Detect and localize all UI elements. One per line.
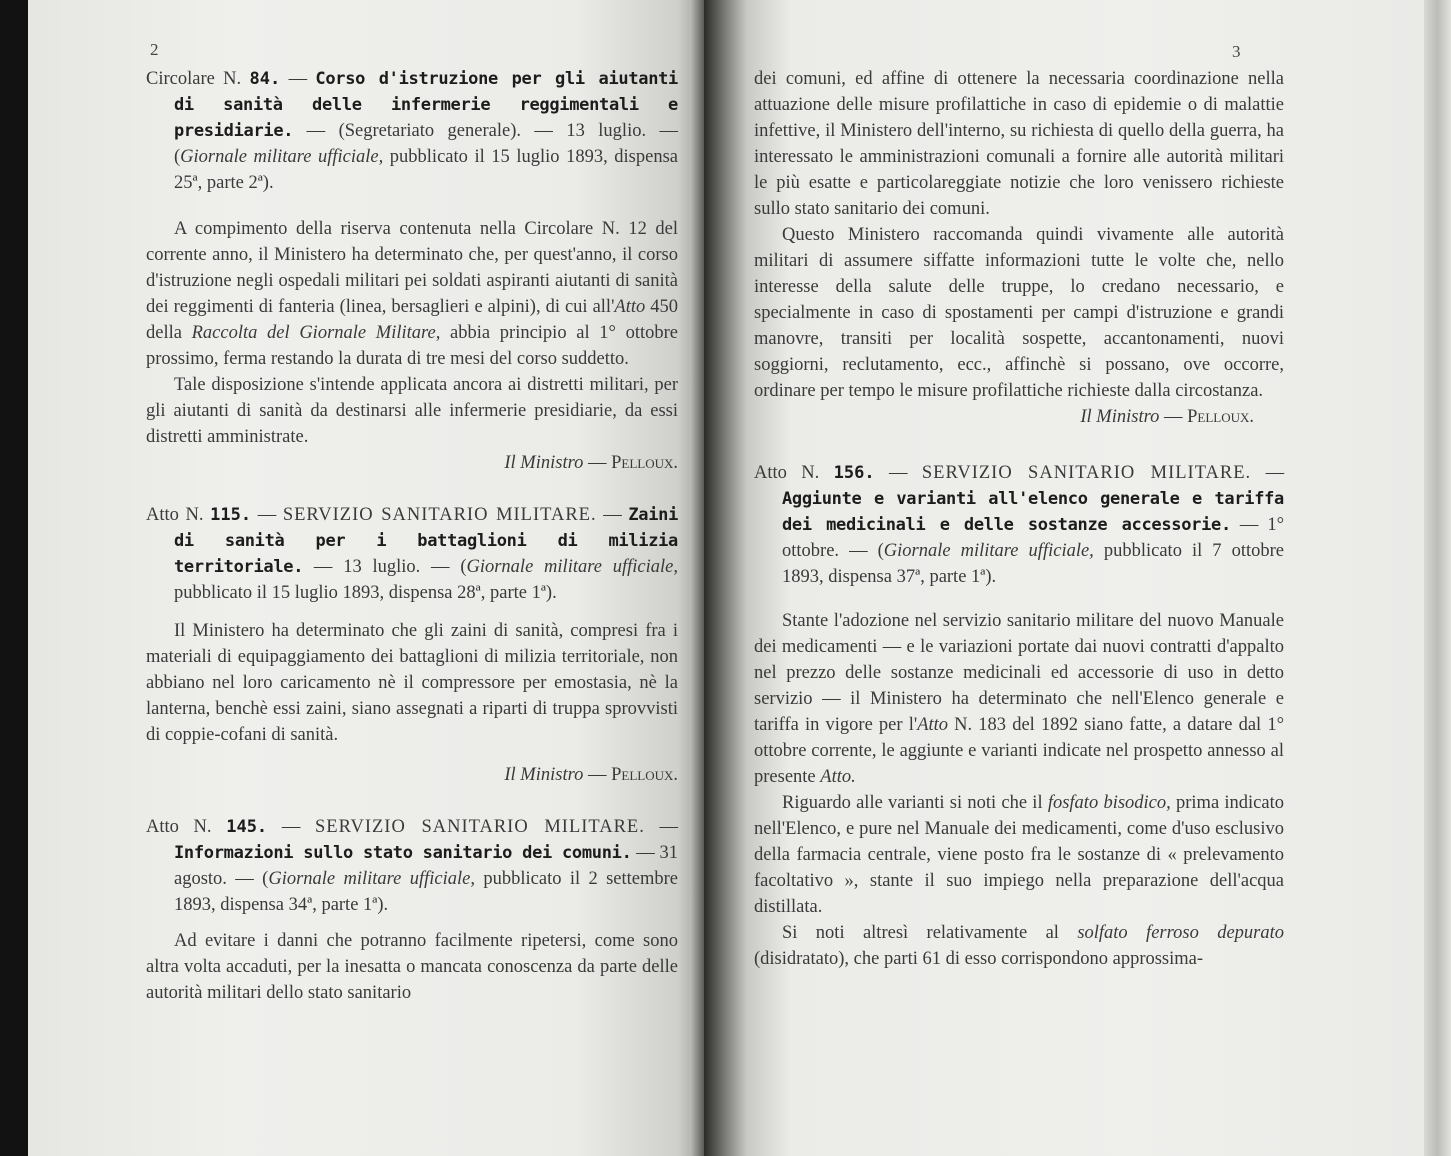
signature-title: Il Ministro bbox=[504, 453, 584, 473]
entry-heading: SERVIZIO SANITARIO MILITARE. bbox=[282, 505, 597, 525]
signature bbox=[754, 404, 1284, 430]
spacer bbox=[754, 590, 1284, 608]
paragraph-text: Stante l'adozione nel servizio sanitario militare del nuovo Manuale dei medicamenti — e le variazioni portate dai nuovi contratti d'appalto nel prezzo delle sostanze medicinali ed accessorie di uso in detto servizio — il Ministero ha determinato che nell'Elenco generale e tariffa in vigore per l' bbox=[754, 611, 1284, 735]
page-number-left: 2 bbox=[150, 40, 159, 59]
entry-number: 84. bbox=[249, 69, 281, 89]
entry-source-rest: pubblicato il 15 luglio 1893, dispensa 25ª, parte 2ª). bbox=[174, 147, 678, 193]
signature-name: Pelloux. bbox=[611, 453, 678, 473]
entry-156-header bbox=[754, 460, 1284, 590]
entry-84-para2: Tale disposizione s'intende applicata ancora ai distretti militari, per gli aiutanti di sanità da destinarsi alle infermerie presidiarie, da essi distretti amministrate. bbox=[146, 375, 678, 447]
left-page bbox=[28, 0, 712, 1156]
dash: — bbox=[587, 765, 607, 785]
entry-156-para1 bbox=[754, 608, 1284, 790]
entry-title: Zaini di sanità per i battaglioni di milizia territoriale. bbox=[174, 505, 679, 577]
signature bbox=[146, 450, 678, 476]
dash: — bbox=[1265, 463, 1285, 483]
entry-84-para1 bbox=[146, 216, 678, 372]
dash: — bbox=[603, 505, 622, 525]
paragraph-text: N. 183 del 1892 siano fatte, a datare dal 1° ottobre corrente, le aggiunte e varianti indicate nel prospetto annesso al presente bbox=[754, 715, 1284, 787]
paragraph-2: Questo Ministero raccomanda quindi vivamente alle autorità militari di assumere siffatte informazioni tutte le volte che, nello interesse della salute delle truppe, lo credano necessario, e specialmente in caso di spostamenti per campi d'istruzione e grandi manovre, transiti per località sospette, accantonamenti, nuovi soggiorni, reclutamento, ecc., affinchè si possano, ove occorre, ordinare per tempo le misure profilattiche richieste dalla circostanza. bbox=[754, 225, 1284, 401]
italic-term: fosfato bisodico, bbox=[1047, 793, 1171, 813]
entry-145-header bbox=[146, 814, 678, 918]
entry-source-rest: pubblicato il 15 luglio 1893, dispensa 28ª, parte 1ª). bbox=[174, 583, 557, 603]
entry-115-header bbox=[146, 502, 678, 606]
spacer bbox=[146, 918, 678, 928]
paragraph-text: abbia principio al 1° ottobre prossimo, ferma restando la durata di tre mesi del corso suddetto. bbox=[146, 323, 678, 369]
entry-title: Corso d'istruzione per gli aiutanti di sanità delle infermerie reggimentali e presidiarie. bbox=[174, 69, 678, 141]
paragraph-text: Riguardo alle varianti si noti che il bbox=[782, 793, 1048, 813]
journal-name: Giornale militare ufficiale, bbox=[466, 557, 678, 577]
entry-115-para1: Il Ministero ha determinato che gli zaini di sanità, compresi fra i materiali di equipaggiamento dei battaglioni di milizia territoriale, non abbiano nel loro caricamento nè il compressore per emostasia, nè la lanterna, benchè essi zaini, siano assegnati a riparti di truppa sprovvisti di coppie-cofani di sanità. bbox=[146, 621, 678, 745]
journal-name: Giornale militare ufficiale, bbox=[180, 147, 384, 167]
entry-heading: SERVIZIO SANITARIO MILITARE. bbox=[921, 463, 1252, 483]
paragraph-text: prima indicato nell'Elenco, e pure nel Manuale dei medicamenti, come d'uso esclusivo della farmacia centrale, viene posto fra le sostanze di « prelevamento facoltativo », stante il suo impiego nella preparazione dell'acqua distillata. bbox=[754, 793, 1284, 917]
left-page-text bbox=[146, 66, 678, 1006]
entry-title: Informazioni sullo stato sanitario dei comuni. bbox=[174, 843, 632, 863]
entry-number: 115. bbox=[210, 505, 252, 525]
paragraph-text: A compimento della riserva contenuta nella Circolare N. 12 del corrente anno, il Ministero ha determinato che, per quest'anno, il corso d'istruzione negli ospedali militari pei soldati aspiranti aiutanti di sanità dei reggimenti di fanteria (linea, bersaglieri e alpini), di cui all' bbox=[146, 219, 678, 317]
entry-source-rest: pubblicato il 2 settembre 1893, dispensa 34ª, parte 1ª). bbox=[174, 869, 678, 915]
spacer bbox=[146, 476, 678, 502]
italic-term: Atto bbox=[917, 715, 949, 735]
entry-prefix: Atto N. bbox=[146, 505, 204, 525]
spacer bbox=[754, 430, 1284, 460]
italic-term: solfato ferroso depurato bbox=[1077, 923, 1284, 943]
entry-source: — 13 luglio. — ( bbox=[303, 557, 467, 577]
page-number-right: 3 bbox=[1232, 42, 1241, 61]
entry-156-para3 bbox=[754, 920, 1284, 972]
journal-name: Giornale militare ufficiale, bbox=[883, 541, 1094, 561]
entry-source: — 31 agosto. — ( bbox=[174, 843, 678, 889]
spacer bbox=[146, 788, 678, 814]
entry-number: 145. bbox=[226, 817, 268, 837]
signature bbox=[146, 762, 678, 788]
signature-title: Il Ministro bbox=[1080, 407, 1160, 427]
dash: — bbox=[257, 505, 277, 525]
italic-term: Atto. bbox=[820, 767, 856, 787]
entry-156-para2 bbox=[754, 790, 1284, 920]
entry-source-rest: pubblicato il 7 ottobre 1893, dispensa 37ª, parte 1ª). bbox=[782, 541, 1284, 587]
paragraph-text: 450 della bbox=[146, 297, 679, 343]
spacer bbox=[146, 606, 678, 618]
dash: — bbox=[288, 69, 308, 89]
signature-name: Pelloux. bbox=[1187, 407, 1254, 427]
paragraph-text: Si noti altresì relativamente al bbox=[782, 923, 1078, 943]
entry-145-para1: Ad evitare i danni che potranno facilmente ripetersi, come sono altra volta accaduti, per la inesatta o mancata conoscenza da parte delle autorità militari dello stato sanitario bbox=[146, 931, 678, 1003]
continued-paragraph: dei comuni, ed affine di ottenere la necessaria coordinazione nella attuazione delle misure profilattiche in caso di epidemie o di malattie infettive, il Ministero dell'interno, su richiesta di quello della guerra, ha interessato le amministrazioni comunali a fornire alle autorità militari le più esatte e particolareggiate notizie che loro venissero richieste sullo stato sanitario dei comuni. bbox=[754, 69, 1284, 219]
journal-name: Giornale militare ufficiale, bbox=[268, 869, 475, 889]
signature-title: Il Ministro bbox=[504, 765, 584, 785]
dash: — bbox=[587, 453, 607, 473]
dash: — bbox=[281, 817, 301, 837]
entry-title: Aggiunte e varianti all'elenco generale e tariffa dei medicinali e delle sostanze accessorie. bbox=[782, 489, 1284, 535]
italic-term: Atto bbox=[614, 297, 646, 317]
entry-prefix: Circolare N. bbox=[146, 69, 242, 89]
right-page bbox=[704, 0, 1424, 1156]
entry-heading: SERVIZIO SANITARIO MILITARE. bbox=[315, 817, 645, 837]
italic-term: Raccolta del Giornale Militare, bbox=[191, 323, 441, 343]
spacer bbox=[146, 748, 678, 762]
entry-prefix: Atto N. bbox=[146, 817, 212, 837]
entry-number: 156. bbox=[833, 463, 875, 483]
dash: — bbox=[306, 121, 326, 141]
entry-source: — 1° ottobre. — ( bbox=[782, 515, 1285, 561]
entry-84-header bbox=[146, 66, 678, 196]
entry-prefix: Atto N. bbox=[754, 463, 820, 483]
paragraph-text: (disidratato), che parti 61 di esso corrispondono approssima- bbox=[754, 949, 1204, 969]
spacer bbox=[146, 196, 678, 216]
signature-name: Pelloux. bbox=[611, 765, 678, 785]
dash: — bbox=[659, 817, 679, 837]
entry-source: (Segretariato generale). — 13 luglio. — ( bbox=[174, 121, 679, 167]
dash: — bbox=[889, 463, 908, 483]
page-edge bbox=[1424, 0, 1451, 1156]
dash: — bbox=[1163, 407, 1183, 427]
right-page-text bbox=[754, 66, 1284, 972]
